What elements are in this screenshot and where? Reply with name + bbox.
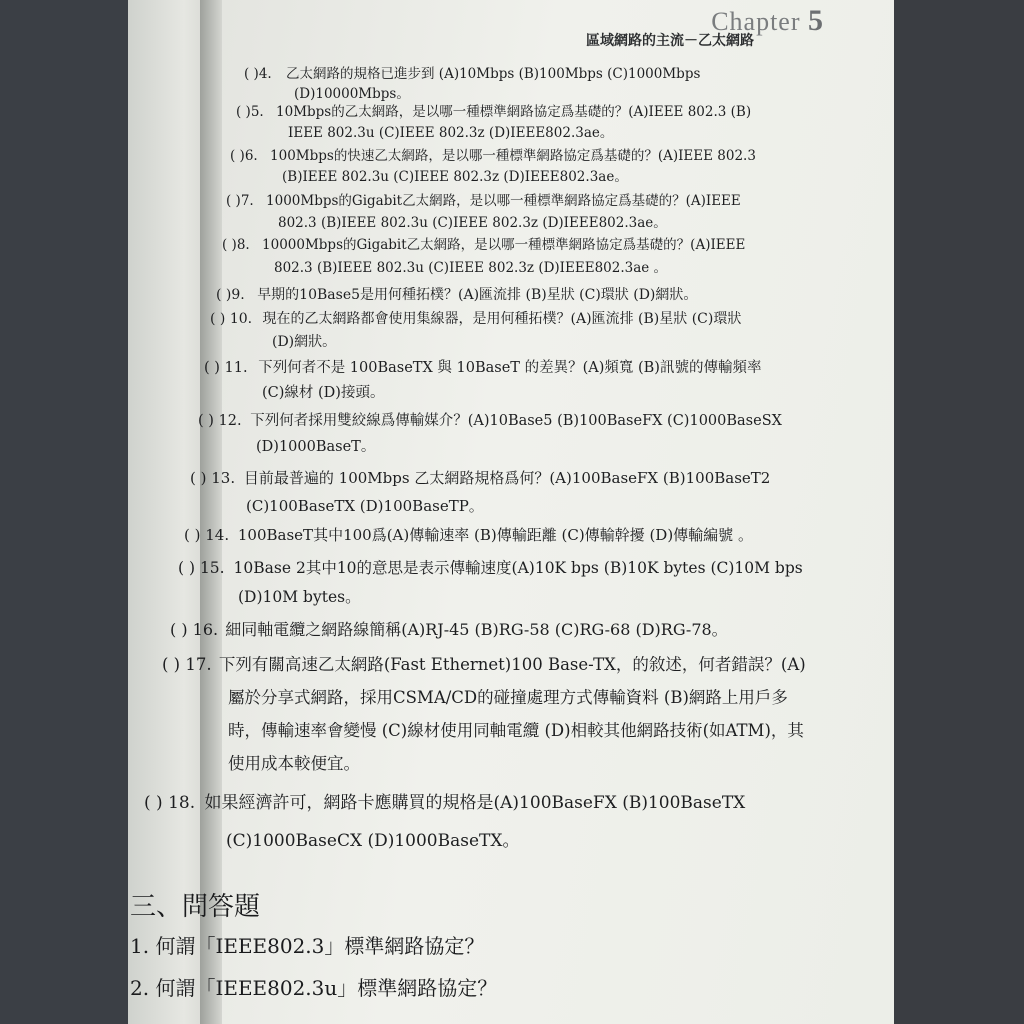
chapter-label: Chapter: [711, 7, 801, 36]
question-13: [190, 464, 770, 520]
question-text: 100Mbps的快速乙太網路，是以哪一種標準網路協定爲基礎的？(A)IEEE 802.3: [270, 148, 756, 164]
question-text-continued: 802.3 (B)IEEE 802.3u (C)IEEE 802.3z (D)IEEE802.3ae。: [278, 215, 667, 231]
question-text-continued: 時，傳輸速率會變慢 (C)線材使用同軸電纜 (D)相較其他網路技術(如ATM)，其: [228, 721, 804, 740]
question-11: [204, 356, 761, 406]
question-4: [244, 64, 700, 104]
question-number: ( ) 15.: [178, 559, 225, 577]
question-number: ( ) 10.: [210, 311, 253, 327]
question-number: ( ) 14.: [184, 526, 230, 544]
essay-question-2: 2. 何謂「IEEE802.3u」標準網路協定？: [130, 976, 498, 1000]
question-text: 目前最普遍的 100Mbps 乙太網路規格爲何？(A)100BaseFX (B)100BaseT2: [243, 469, 771, 487]
question-number: ( )6.: [230, 148, 258, 164]
question-text-continued: (D)10M bytes。: [238, 588, 361, 606]
question-number: ( )5.: [236, 104, 264, 120]
question-number: ( )9.: [216, 287, 245, 303]
question-number: ( ) 17.: [162, 655, 212, 674]
chapter-number: 5: [808, 4, 824, 37]
question-text: 乙太網路的規格已進步到 (A)10Mbps (B)100Mbps (C)1000Mbps: [286, 66, 701, 82]
question-8: [222, 234, 745, 280]
question-text-continued: (B)IEEE 802.3u (C)IEEE 802.3z (D)IEEE802.3ae。: [282, 169, 628, 185]
question-text-continued: (D)網狀。: [272, 334, 337, 350]
question-number: ( ) 12.: [198, 413, 242, 429]
question-text-continued: 使用成本較便宜。: [228, 754, 360, 773]
question-text-continued: (D)10000Mbps。: [294, 86, 410, 102]
question-15: [178, 554, 803, 612]
question-17: [162, 648, 806, 780]
question-text-continued: (C)1000BaseCX (D)1000BaseTX。: [226, 831, 520, 851]
question-number: ( ) 18.: [144, 793, 196, 813]
question-text-continued: (C)100BaseTX (D)100BaseTP。: [246, 497, 484, 515]
question-text-continued: (D)1000BaseT。: [256, 439, 376, 455]
question-text: 10Mbps的乙太網路，是以哪一種標準網路協定爲基礎的？(A)IEEE 802.3 (B): [276, 104, 752, 120]
question-number: ( ) 16.: [170, 620, 219, 639]
question-text: 如果經濟許可，網路卡應購買的規格是(A)100BaseFX (B)100BaseTX: [204, 793, 746, 813]
question-9: [216, 284, 697, 306]
question-text-continued: IEEE 802.3u (C)IEEE 802.3z (D)IEEE802.3ae。: [288, 125, 614, 141]
chapter-subtitle: 區域網路的主流－乙太網路: [586, 33, 754, 49]
section-heading: 三、問答題: [130, 892, 261, 922]
question-text: 10000Mbps的Gigabit乙太網路，是以哪一種標準網路協定爲基礎的？(A)IEEE: [262, 237, 746, 253]
question-text: 1000Mbps的Gigabit乙太網路，是以哪一種標準網路協定爲基礎的？(A)IEEE: [266, 193, 741, 209]
question-text: 現在的乙太網路都會使用集線器，是用何種拓樸？(A)匯流排 (B)星狀 (C)環狀: [262, 311, 742, 327]
question-text: 細同軸電纜之網路線簡稱(A)RJ-45 (B)RG-58 (C)RG-68 (D)RG-78。: [225, 620, 728, 639]
question-16: [170, 616, 728, 644]
question-text: 100BaseT其中100爲(A)傳輸速率 (B)傳輸距離 (C)傳輸幹擾 (D)傳輸編號 。: [237, 526, 753, 544]
question-number: ( )4.: [244, 66, 272, 82]
question-number: ( ) 13.: [190, 469, 236, 487]
essay-question-1: 1. 何謂「IEEE802.3」標準網路協定？: [130, 934, 485, 958]
question-6: [230, 146, 756, 188]
question-number: ( )7.: [226, 193, 254, 209]
question-18: [144, 784, 745, 860]
question-5: [236, 102, 751, 144]
question-text-continued: 802.3 (B)IEEE 802.3u (C)IEEE 802.3z (D)IEEE802.3ae 。: [274, 260, 668, 276]
question-text: 下列何者採用雙絞線爲傳輸媒介？(A)10Base5 (B)100BaseFX (C)1000BaseSX: [250, 413, 782, 429]
question-10: [210, 308, 741, 354]
background-right: [894, 0, 1024, 1024]
question-text: 早期的10Base5是用何種拓樸？(A)匯流排 (B)星狀 (C)環狀 (D)網狀。: [257, 287, 698, 303]
question-12: [198, 408, 782, 460]
question-7: [226, 190, 741, 234]
question-text: 下列有關高速乙太網路(Fast Ethernet)100 Base-TX，的敘述，何者錯誤？(A): [218, 655, 806, 674]
question-14: [184, 522, 753, 548]
book-page: [130, 0, 894, 1024]
question-text-continued: 屬於分享式網路，採用CSMA/CD的碰撞處理方式傳輸資料 (B)網路上用戶多: [228, 688, 788, 707]
question-text-continued: (C)線材 (D)接頭。: [262, 385, 385, 401]
question-number: ( )8.: [222, 237, 250, 253]
question-number: ( ) 11.: [204, 360, 248, 376]
question-text: 下列何者不是 100BaseTX 與 10BaseT 的差異？(A)頻寬 (B)訊號的傳輸頻率: [258, 360, 762, 376]
question-text: 10Base 2其中10的意思是表示傳輸速度(A)10K bps (B)10K bytes (C)10M bps: [233, 559, 803, 577]
